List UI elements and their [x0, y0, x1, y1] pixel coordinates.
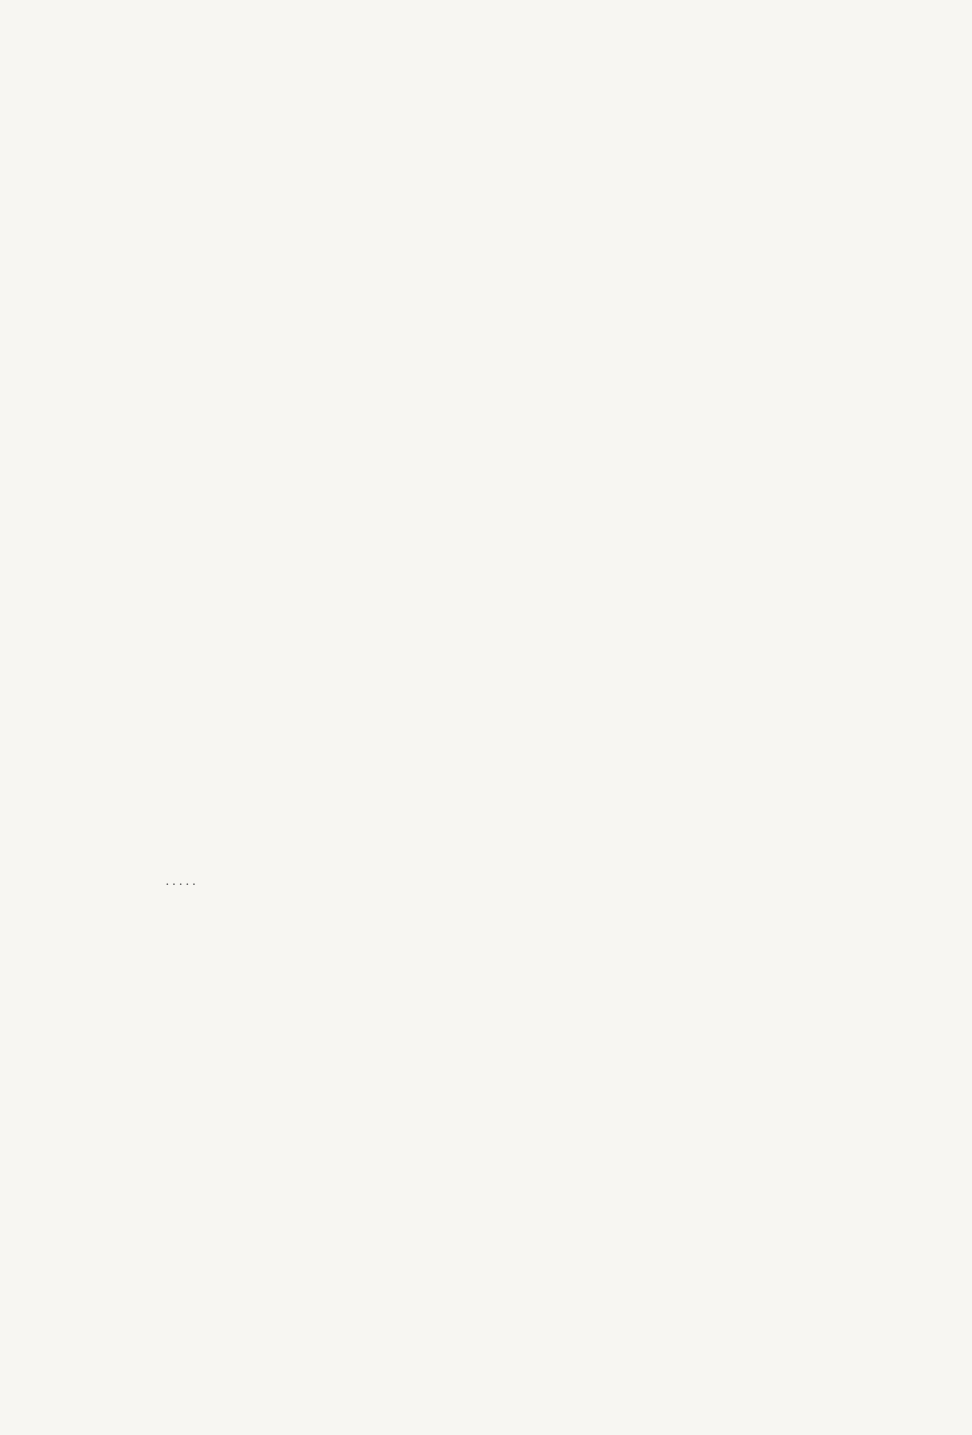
leader-dots: ·····	[165, 878, 199, 893]
margin-note-date	[50, 486, 185, 500]
